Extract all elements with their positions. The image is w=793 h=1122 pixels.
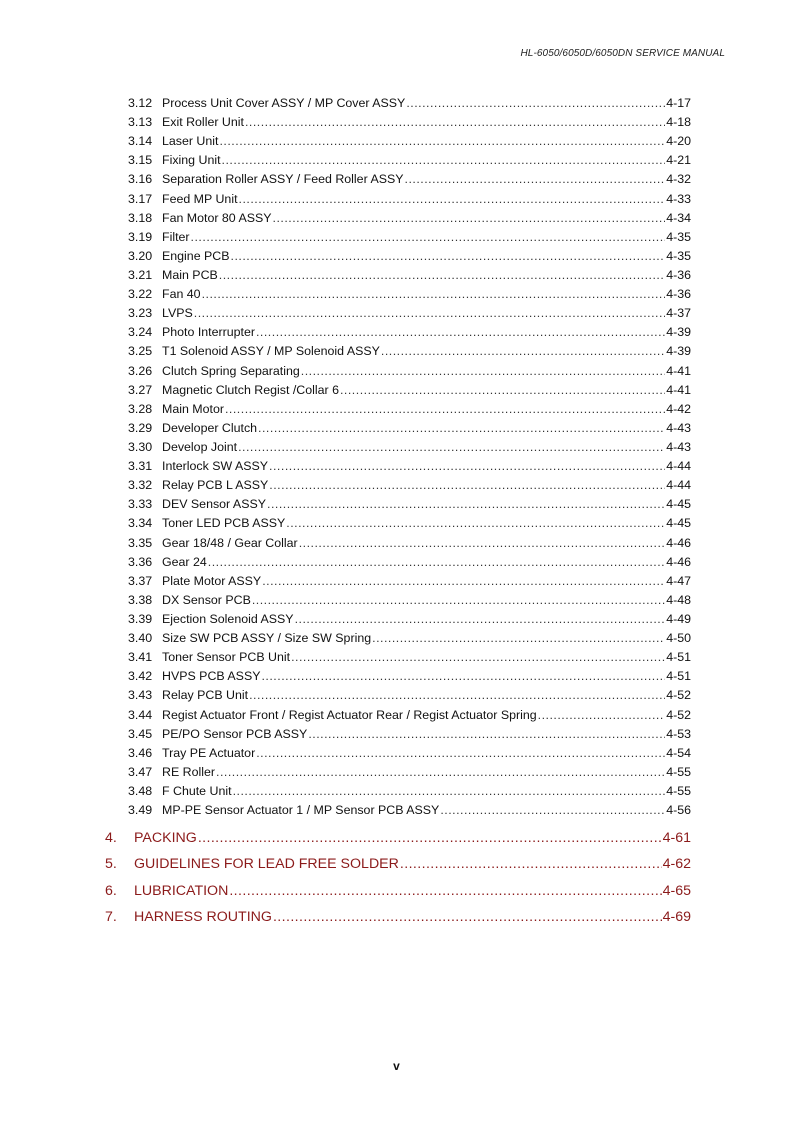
toc-entry-title: Separation Roller ASSY / Feed Roller ASSY xyxy=(162,172,404,187)
toc-leader-dots xyxy=(191,228,666,247)
toc-entry-page: 4-62 xyxy=(662,856,691,873)
toc-entry-title: Laser Unit xyxy=(162,134,219,149)
toc-entry-page: 4-46 xyxy=(666,535,691,550)
toc-entry-title: LUBRICATION xyxy=(134,882,229,899)
toc-entry-page: 4-52 xyxy=(666,707,691,722)
toc-leader-dots xyxy=(219,132,665,151)
toc-chapter-list xyxy=(105,825,691,930)
toc-subsection-entry[interactable] xyxy=(128,285,691,304)
toc-entry-title: Gear 18/48 / Gear Collar xyxy=(162,535,298,550)
toc-entry-number: 3.40 xyxy=(128,631,153,646)
toc-entry-page: 4-41 xyxy=(666,363,691,378)
toc-entry-page: 4-34 xyxy=(666,210,691,225)
toc-subsection-entry[interactable] xyxy=(128,514,691,533)
toc-leader-dots xyxy=(299,534,666,553)
toc-leader-dots xyxy=(308,725,665,744)
toc-entry-title: Tray PE Actuator xyxy=(162,745,256,760)
toc-subsection-entry[interactable] xyxy=(128,438,691,457)
toc-entry-number: 3.46 xyxy=(128,745,153,760)
toc-subsection-entry[interactable] xyxy=(128,304,691,323)
toc-entry-page: 4-36 xyxy=(666,267,691,282)
toc-subsection-entry[interactable] xyxy=(128,228,691,247)
toc-leader-dots xyxy=(208,553,665,572)
toc-entry-title: Main PCB xyxy=(162,267,218,282)
toc-leader-dots xyxy=(225,400,665,419)
toc-entry-number: 3.34 xyxy=(128,516,153,531)
toc-entry-number: 3.12 xyxy=(128,96,153,110)
toc-leader-dots xyxy=(291,648,665,667)
toc-leader-dots xyxy=(229,878,661,904)
toc-leader-dots xyxy=(267,495,665,514)
toc-subsection-entry[interactable] xyxy=(128,495,691,514)
toc-entry-title: DX Sensor PCB xyxy=(162,592,251,607)
toc-entry-number: 3.38 xyxy=(128,592,153,607)
toc-entry-number: 3.23 xyxy=(128,306,153,321)
toc-leader-dots xyxy=(198,825,662,851)
toc-entry-page: 4-18 xyxy=(666,115,691,130)
toc-leader-dots xyxy=(286,514,665,533)
toc-leader-dots xyxy=(261,667,665,686)
toc-entry-title: Fan Motor 80 ASSY xyxy=(162,210,272,225)
running-header: HL-6050/6050D/6050DN SERVICE MANUAL xyxy=(520,48,725,59)
toc-subsection-entry[interactable] xyxy=(128,457,691,476)
toc-entry-page: 4-20 xyxy=(666,134,691,149)
toc-subsection-entry[interactable] xyxy=(128,170,691,189)
toc-entry-title: Main Motor xyxy=(162,401,224,416)
toc-entry-page: 4-35 xyxy=(666,248,691,263)
toc-chapter-entry[interactable] xyxy=(105,904,691,930)
toc-chapter-entry[interactable] xyxy=(105,851,691,877)
toc-leader-dots xyxy=(233,782,666,801)
toc-entry-number: 3.33 xyxy=(128,497,153,512)
toc-entry-number: 3.45 xyxy=(128,726,153,741)
toc-entry-number: 3.26 xyxy=(128,363,153,378)
toc-leader-dots xyxy=(262,572,665,591)
toc-entry-title: Gear 24 xyxy=(162,554,207,569)
toc-entry-page: 4-49 xyxy=(666,611,691,626)
toc-chapter-entry[interactable] xyxy=(105,878,691,904)
toc-entry-title: T1 Solenoid ASSY / MP Solenoid ASSY xyxy=(162,344,380,359)
toc-entry-page: 4-37 xyxy=(666,306,691,321)
toc-entry-title: DEV Sensor ASSY xyxy=(162,497,266,512)
toc-subsection-entry[interactable] xyxy=(128,151,691,170)
toc-entry-page: 4-35 xyxy=(666,229,691,244)
toc-entry-title: Interlock SW ASSY xyxy=(162,459,269,474)
toc-entry-page: 4-44 xyxy=(666,459,691,474)
toc-entry-title: Ejection Solenoid ASSY xyxy=(162,611,294,626)
toc-entry-title: PE/PO Sensor PCB ASSY xyxy=(162,726,308,741)
toc-subsection-entry[interactable] xyxy=(128,381,691,400)
toc-entry-title: Developer Clutch xyxy=(162,420,258,435)
toc-entry-page: 4-56 xyxy=(666,803,691,818)
toc-entry-page: 4-43 xyxy=(666,420,691,435)
toc-entry-page: 4-47 xyxy=(666,573,691,588)
toc-entry-page: 4-44 xyxy=(666,478,691,493)
toc-entry-title: Filter xyxy=(162,229,190,244)
toc-entry-number: 3.31 xyxy=(128,459,153,474)
toc-leader-dots xyxy=(258,419,665,438)
toc-entry-number: 3.14 xyxy=(128,134,153,149)
toc-entry-page: 4-45 xyxy=(666,516,691,531)
toc-entry-number: 3.44 xyxy=(128,707,153,722)
toc-subsection-entry[interactable] xyxy=(128,667,691,686)
toc-leader-dots xyxy=(372,629,665,648)
toc-entry-page: 4-45 xyxy=(666,497,691,512)
toc-leader-dots xyxy=(239,190,666,209)
toc-leader-dots xyxy=(440,801,665,820)
toc-entry-page: 4-51 xyxy=(666,650,691,665)
toc-subsection-entry[interactable] xyxy=(128,113,691,132)
toc-subsection-entry[interactable] xyxy=(128,476,691,495)
toc-subsection-entry[interactable] xyxy=(128,362,691,381)
toc-entry-page: 4-39 xyxy=(666,344,691,359)
toc-leader-dots xyxy=(249,686,665,705)
toc-entry-page: 4-55 xyxy=(666,764,691,779)
toc-entry-page: 4-52 xyxy=(666,688,691,703)
toc-entry-number: 3.20 xyxy=(128,248,153,263)
toc-entry-number: 3.48 xyxy=(128,783,153,798)
toc-entry-number: 3.13 xyxy=(128,115,153,130)
toc-entry-page: 4-17 xyxy=(666,96,691,110)
toc-subsection-entry[interactable] xyxy=(128,553,691,572)
toc-leader-dots xyxy=(269,457,665,476)
toc-entry-number: 3.17 xyxy=(128,191,153,206)
toc-leader-dots xyxy=(216,763,665,782)
toc-entry-page: 4-69 xyxy=(662,908,691,925)
toc-subsection-entry[interactable] xyxy=(128,534,691,553)
toc-entry-page: 4-48 xyxy=(666,592,691,607)
toc-entry-number: 3.42 xyxy=(128,669,153,684)
toc-entry-title: Plate Motor ASSY xyxy=(162,573,262,588)
toc-entry-number: 7. xyxy=(105,908,117,925)
toc-subsection-entry[interactable] xyxy=(128,629,691,648)
toc-entry-number: 3.16 xyxy=(128,172,153,187)
toc-subsection-entry[interactable] xyxy=(128,323,691,342)
toc-leader-dots xyxy=(256,744,665,763)
toc-leader-dots xyxy=(245,113,665,132)
toc-leader-dots xyxy=(538,706,666,725)
toc-entry-title: Relay PCB Unit xyxy=(162,688,249,703)
toc-entry-title: Regist Actuator Front / Regist Actuator Rear / Regist Actuator Spring xyxy=(162,707,537,722)
toc-entry-number: 3.47 xyxy=(128,764,153,779)
toc-leader-dots xyxy=(202,285,666,304)
toc-entry-page: 4-43 xyxy=(666,439,691,454)
toc-subsection-entry[interactable] xyxy=(128,648,691,667)
toc-subsection-entry[interactable] xyxy=(128,209,691,228)
toc-entry-title: Clutch Spring Separating xyxy=(162,363,300,378)
toc-entry-number: 3.30 xyxy=(128,439,153,454)
toc-leader-dots xyxy=(273,904,662,930)
toc-entry-page: 4-50 xyxy=(666,631,691,646)
toc-entry-page: 4-41 xyxy=(666,382,691,397)
toc-subsection-list xyxy=(128,94,691,820)
toc-entry-title: Develop Joint xyxy=(162,439,238,454)
toc-entry-number: 3.41 xyxy=(128,650,153,665)
toc-entry-page: 4-33 xyxy=(666,191,691,206)
toc-leader-dots xyxy=(219,266,665,285)
toc-entry-number: 3.25 xyxy=(128,344,153,359)
toc-subsection-entry[interactable] xyxy=(128,782,691,801)
toc-leader-dots xyxy=(405,170,666,189)
toc-entry-number: 3.49 xyxy=(128,803,153,818)
toc-entry-page: 4-32 xyxy=(666,172,691,187)
toc-entry-page: 4-51 xyxy=(666,669,691,684)
toc-entry-number: 3.43 xyxy=(128,688,153,703)
toc-entry-page: 4-65 xyxy=(662,882,691,899)
toc-subsection-entry[interactable] xyxy=(128,591,691,610)
toc-entry-page: 4-61 xyxy=(662,830,691,846)
toc-subsection-entry[interactable] xyxy=(128,266,691,285)
toc-leader-dots xyxy=(238,438,665,457)
toc-entry-number: 3.24 xyxy=(128,325,153,340)
toc-leader-dots xyxy=(252,591,665,610)
toc-entry-title: Process Unit Cover ASSY / MP Cover ASSY xyxy=(162,96,406,110)
toc-subsection-entry[interactable] xyxy=(128,686,691,705)
toc-entry-number: 3.19 xyxy=(128,229,153,244)
toc-entry-number: 3.18 xyxy=(128,210,153,225)
toc-leader-dots xyxy=(400,851,662,877)
toc-entry-page: 4-21 xyxy=(666,153,691,168)
toc-entry-title: Exit Roller Unit xyxy=(162,115,244,130)
toc-entry-title: PACKING xyxy=(134,830,197,846)
toc-entry-title: RE Roller xyxy=(162,764,216,779)
toc-subsection-entry[interactable] xyxy=(128,725,691,744)
toc-entry-title: Fan 40 xyxy=(162,287,201,302)
toc-subsection-entry[interactable] xyxy=(128,342,691,361)
toc-subsection-entry[interactable] xyxy=(128,572,691,591)
toc-entry-title: Toner LED PCB ASSY xyxy=(162,516,286,531)
toc-entry-title: HVPS PCB ASSY xyxy=(162,669,261,684)
toc-entry-title: F Chute Unit xyxy=(162,783,232,798)
toc-entry-number: 3.29 xyxy=(128,420,153,435)
toc-entry-page: 4-42 xyxy=(666,401,691,416)
toc-leader-dots xyxy=(222,151,666,170)
toc-leader-dots xyxy=(340,381,665,400)
toc-entry-number: 4. xyxy=(105,830,117,846)
toc-subsection-entry[interactable] xyxy=(128,419,691,438)
toc-leader-dots xyxy=(301,362,665,381)
toc-entry-title: HARNESS ROUTING xyxy=(134,908,272,925)
toc-entry-title: Photo Interrupter xyxy=(162,325,255,340)
toc-entry-number: 3.27 xyxy=(128,382,153,397)
toc-leader-dots xyxy=(406,94,665,113)
toc-subsection-entry[interactable] xyxy=(128,94,691,113)
toc-entry-number: 3.21 xyxy=(128,267,153,282)
toc-entry-number: 3.37 xyxy=(128,573,153,588)
toc-entry-page: 4-53 xyxy=(666,726,691,741)
toc-entry-number: 3.32 xyxy=(128,478,153,493)
toc-entry-page: 4-39 xyxy=(666,325,691,340)
toc-entry-number: 3.15 xyxy=(128,153,153,168)
toc-entry-title: Engine PCB xyxy=(162,248,230,263)
toc-subsection-entry[interactable] xyxy=(128,132,691,151)
toc-leader-dots xyxy=(231,247,666,266)
toc-subsection-entry[interactable] xyxy=(128,744,691,763)
toc-subsection-entry[interactable] xyxy=(128,190,691,209)
toc-entry-title: Size SW PCB ASSY / Size SW Spring xyxy=(162,631,372,646)
toc-entry-number: 3.36 xyxy=(128,554,153,569)
toc-leader-dots xyxy=(295,610,666,629)
page-number: v xyxy=(393,1059,400,1073)
toc-entry-page: 4-46 xyxy=(666,554,691,569)
toc-entry-title: GUIDELINES FOR LEAD FREE SOLDER xyxy=(134,856,399,873)
toc-entry-page: 4-55 xyxy=(666,783,691,798)
toc-entry-number: 5. xyxy=(105,856,117,873)
toc-entry-number: 3.39 xyxy=(128,611,153,626)
toc-entry-title: Magnetic Clutch Regist /Collar 6 xyxy=(162,382,339,397)
toc-chapter-entry[interactable] xyxy=(105,825,691,851)
toc-subsection-entry[interactable] xyxy=(128,610,691,629)
toc-entry-title: MP-PE Sensor Actuator 1 / MP Sensor PCB ASSY xyxy=(162,803,440,818)
toc-subsection-entry[interactable] xyxy=(128,247,691,266)
toc-entry-number: 3.35 xyxy=(128,535,153,550)
toc-entry-number: 3.28 xyxy=(128,401,153,416)
toc-entry-title: Fixing Unit xyxy=(162,153,221,168)
toc-entry-title: LVPS xyxy=(162,306,193,321)
toc-entry-title: Toner Sensor PCB Unit xyxy=(162,650,291,665)
toc-leader-dots xyxy=(381,342,665,361)
toc-subsection-entry[interactable] xyxy=(128,706,691,725)
toc-entry-title: Relay PCB L ASSY xyxy=(162,478,269,493)
toc-entry-page: 4-54 xyxy=(666,745,691,760)
toc-leader-dots xyxy=(256,323,665,342)
toc-entry-number: 3.22 xyxy=(128,287,153,302)
toc-leader-dots xyxy=(273,209,666,228)
toc-leader-dots xyxy=(269,476,665,495)
toc-leader-dots xyxy=(194,304,665,323)
toc-subsection-entry[interactable] xyxy=(128,801,691,820)
toc-subsection-entry[interactable] xyxy=(128,400,691,419)
toc-subsection-entry[interactable] xyxy=(128,763,691,782)
toc-entry-number: 6. xyxy=(105,882,117,899)
toc-entry-title: Feed MP Unit xyxy=(162,191,238,206)
toc-entry-page: 4-36 xyxy=(666,287,691,302)
